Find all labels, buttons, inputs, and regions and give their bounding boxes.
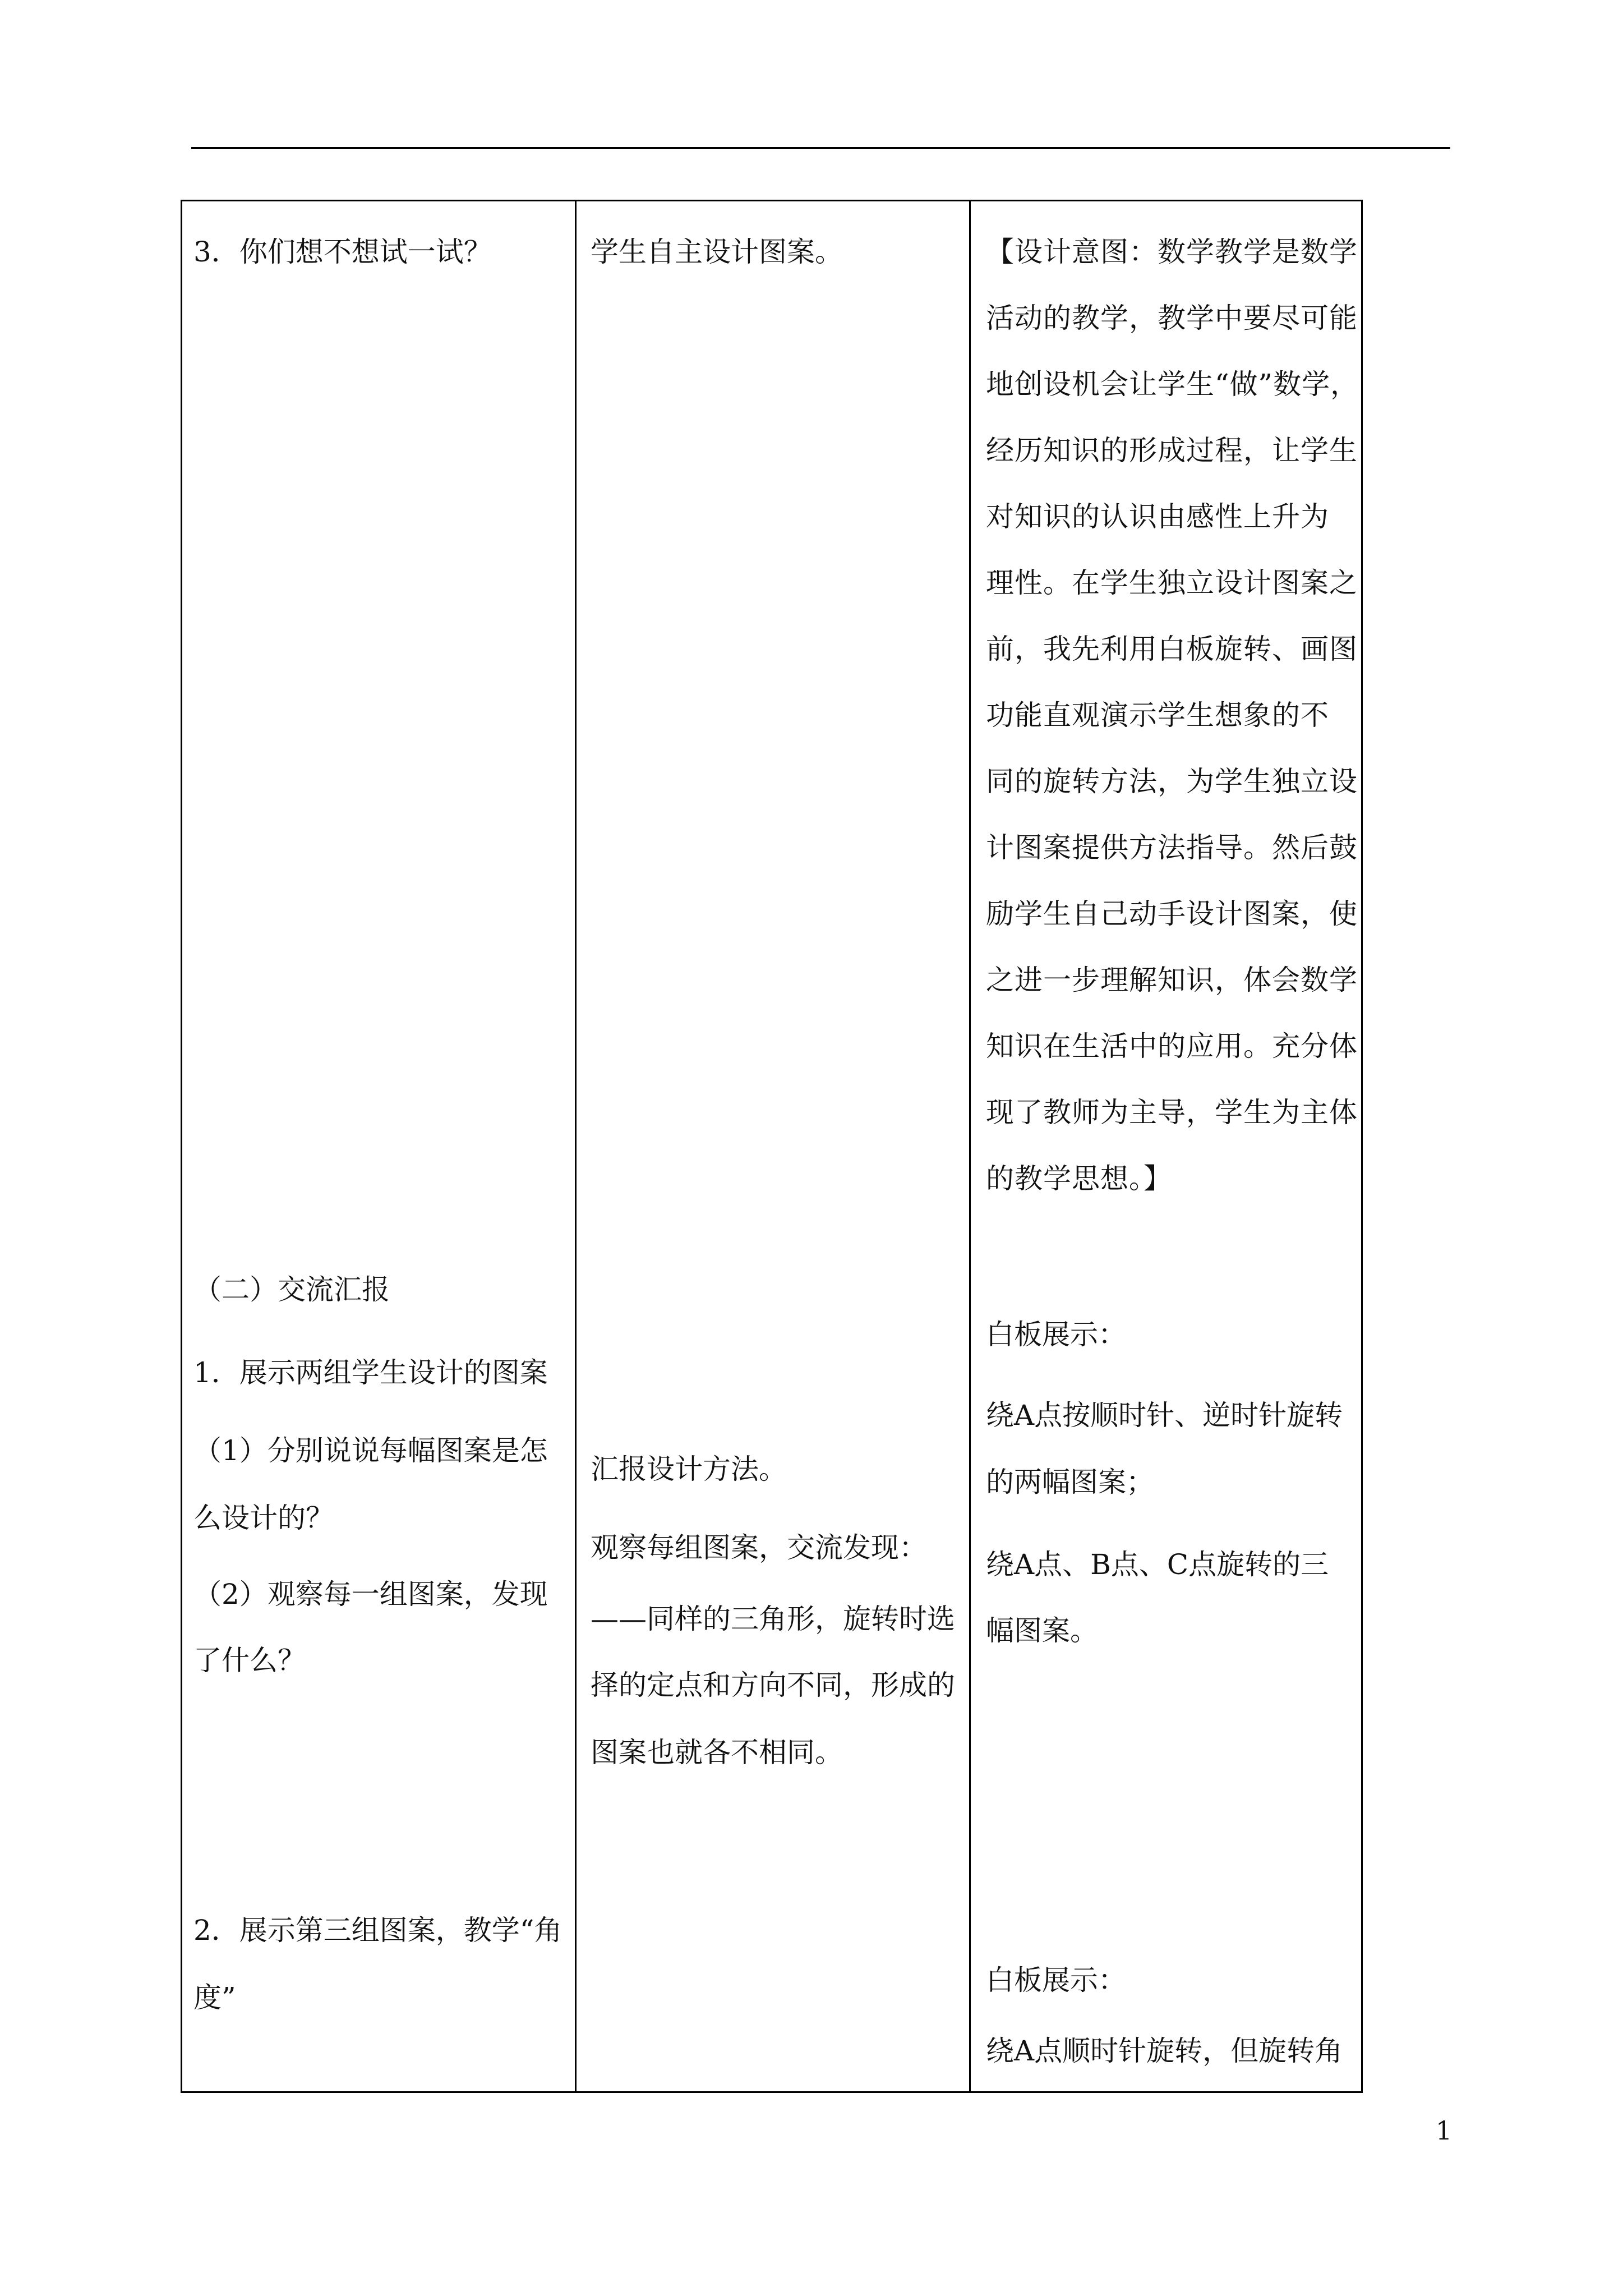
col3-line: 的教学思想。】 xyxy=(986,1162,1172,1195)
col3-line: 活动的教学，教学中要尽可能 xyxy=(986,302,1358,334)
col3-line: 白板展示： xyxy=(986,1318,1126,1351)
col1-line: 了什么？ xyxy=(193,1644,306,1677)
col3-line: 之进一步理解知识，体会数学 xyxy=(986,964,1358,996)
col1-line: （1）分别说说每幅图案是怎 xyxy=(193,1434,548,1467)
design-intent-column xyxy=(971,201,1363,2091)
col3-line: 对知识的认识由感性上升为 xyxy=(986,500,1329,533)
col3-line: 地创设机会让学生“做”数学， xyxy=(986,368,1359,401)
col1-line: 1．展示两组学生设计的图案 xyxy=(193,1356,548,1389)
col1-line: （二）交流汇报 xyxy=(193,1273,390,1306)
col3-line: 计图案提供方法指导。然后鼓 xyxy=(986,831,1358,864)
col3-line: 绕A点顺时针旋转，但旋转角 xyxy=(986,2035,1343,2067)
col1-line: 3．你们想不想试一试？ xyxy=(193,236,492,268)
col2-line: 图案也就各不相同。 xyxy=(591,1736,843,1769)
col3-line: 前，我先利用白板旋转、画图 xyxy=(986,633,1358,665)
lesson-plan-table xyxy=(181,200,1363,2093)
col2-line: 择的定点和方向不同，形成的 xyxy=(591,1669,955,1701)
col3-line: 绕A点按顺时针、逆时针旋转 xyxy=(986,1399,1343,1432)
col1-line: （2）观察每一组图案，发现 xyxy=(193,1578,548,1611)
teacher-activity-column xyxy=(182,201,575,2091)
col3-line: 经历知识的形成过程，让学生 xyxy=(986,434,1358,467)
col2-line: 学生自主设计图案。 xyxy=(591,236,843,268)
col3-line: 理性。在学生独立设计图案之 xyxy=(986,567,1358,599)
col3-line: 幅图案。 xyxy=(986,1614,1098,1647)
col3-line: 【设计意图：数学教学是数学 xyxy=(986,236,1358,268)
header-rule xyxy=(191,147,1450,149)
col3-line: 白板展示： xyxy=(986,1964,1126,1996)
col1-line: 度” xyxy=(193,1981,236,2014)
col3-line: 现了教师为主导，学生为主体 xyxy=(986,1096,1358,1129)
col3-line: 同的旋转方法，为学生独立设 xyxy=(986,765,1358,798)
col3-line: 绕A点、B点、C点旋转的三 xyxy=(986,1548,1329,1581)
col1-line: 2．展示第三组图案，教学“角 xyxy=(193,1914,562,1947)
col2-line: ——同样的三角形，旋转时选 xyxy=(591,1603,955,1635)
col1-line: 么设计的？ xyxy=(193,1502,334,1534)
col3-line: 励学生自己动手设计图案，使 xyxy=(986,898,1358,930)
col3-line: 知识在生活中的应用。充分体 xyxy=(986,1030,1358,1062)
col2-line: 汇报设计方法。 xyxy=(591,1453,787,1485)
col3-line: 的两幅图案； xyxy=(986,1466,1154,1498)
page-number: 1 xyxy=(1436,2115,1453,2146)
col2-line: 观察每组图案，交流发现： xyxy=(591,1531,927,1564)
student-activity-column xyxy=(577,201,969,2091)
col3-line: 功能直观演示学生想象的不 xyxy=(986,699,1329,731)
